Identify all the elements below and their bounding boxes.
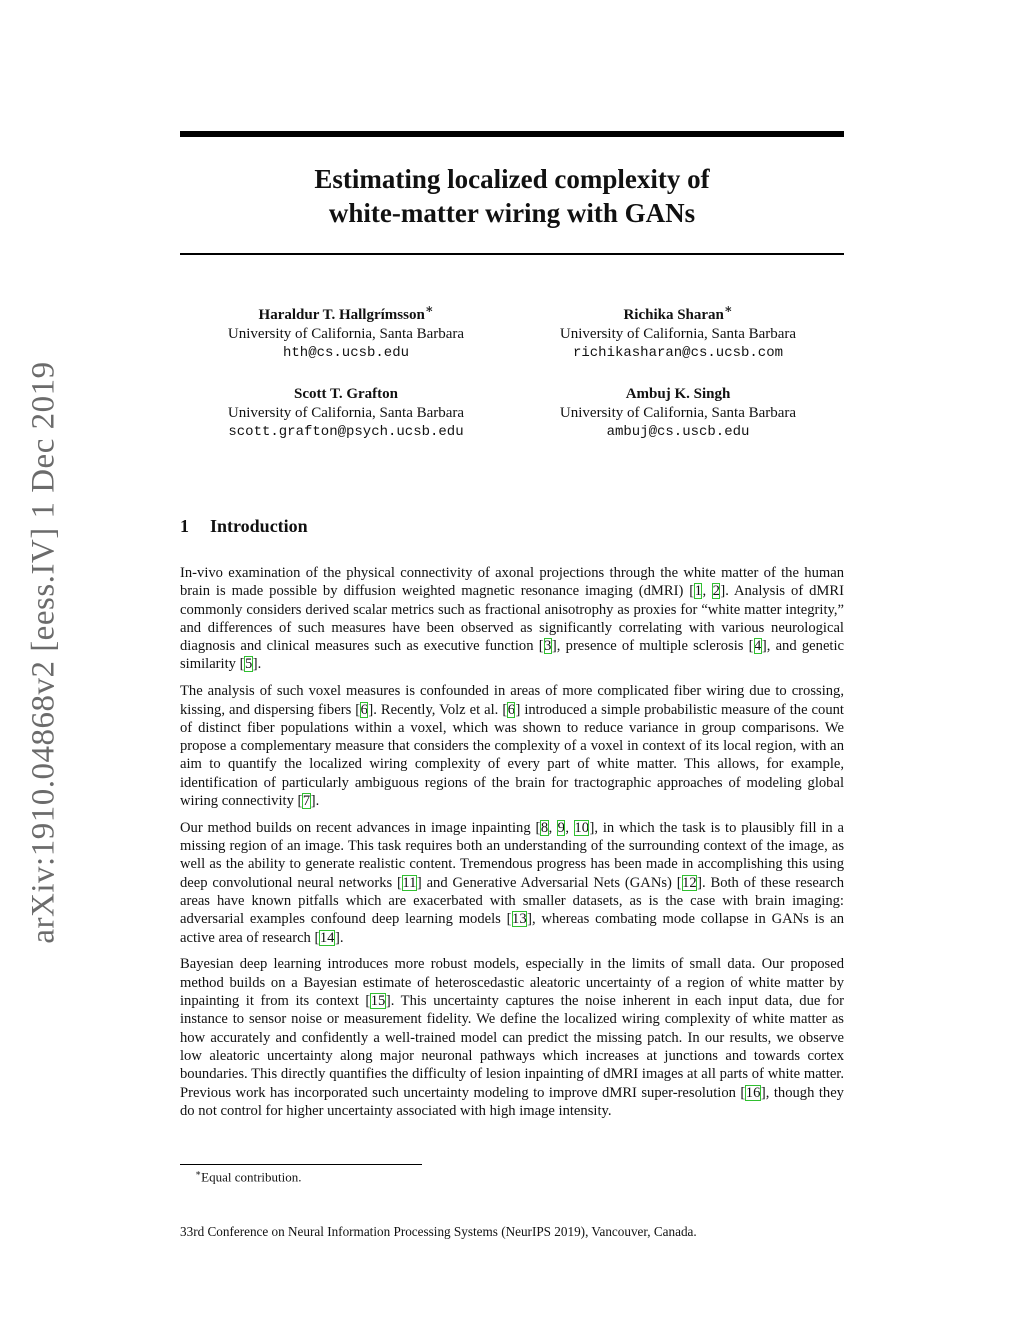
footnote-rule (180, 1164, 422, 1165)
citation-link[interactable]: 11 (402, 874, 417, 891)
paragraph-text: ], and genetic similarity [ (180, 638, 845, 673)
citation-link[interactable]: 4 (754, 638, 762, 655)
paragraph-1 (180, 564, 844, 674)
paragraph-text: ], in which the task is to plausibly fill in a missing region of an image. This task requires both an understanding of the surrounding context of the image, as well as the ability to generate realistic content. Tremendous progress has been made in accomplishing this using deep convolutional neural networks [ (180, 819, 845, 891)
citation-link[interactable]: 5 (244, 656, 253, 673)
author-affiliation: University of California, Santa Barbara (227, 326, 465, 342)
paper-title (180, 162, 844, 230)
author-email[interactable]: scott.grafton@psych.ucsb.edu (228, 424, 464, 440)
title-line-1: Estimating localized complexity of (314, 164, 710, 194)
author-name: Scott T. Grafton (293, 386, 399, 402)
section-heading (180, 516, 308, 537)
title-line-2: white-matter wiring with GANs (328, 198, 696, 228)
author-name: Haraldur T. Hallgrímsson (258, 307, 425, 323)
author-affiliation: University of California, Santa Barbara (227, 405, 465, 421)
paragraph-text: The analysis of such voxel measures is confounded in areas of more complicated fiber wiring due to crossing, kissing, and dispersing fibers [ (180, 683, 844, 718)
paragraph-text: ]. This uncertainty captures the noise inherent in each input data, due for instance to sensor noise or measurement fidelity. We define the localized wiring complexity of white matter as how accurately and confidently a well-trained model can predict the missing patch. In our results, we observe low aleatoric uncertainty along major neuronal pathways which increases at junctions and towards cortex boundaries. This directly quantifies the difficulty of lesion inpainting of dMRI images at all parts of white matter. Previous work has incorporated such uncertainty modeling to improve dMRI super-resolution [ (180, 993, 844, 1101)
footnote (180, 1168, 595, 1185)
author-email[interactable]: hth@cs.ucsb.edu (282, 345, 410, 361)
citation-link[interactable]: 8 (540, 819, 549, 836)
citation-link[interactable]: 1 (694, 583, 702, 600)
citation-link[interactable]: 10 (574, 819, 589, 836)
footnote-mark: ∗ (195, 1168, 202, 1178)
citation-link[interactable]: 7 (302, 793, 311, 810)
citation-link[interactable]: 13 (512, 911, 527, 928)
author-2 (512, 300, 844, 363)
paragraph-text: ]. Recently, Volz et al. [ (368, 701, 508, 718)
section-number: 1 (180, 516, 189, 536)
paragraph-text: ] and Generative Adversarial Nets (GANs) [ (416, 874, 682, 891)
citation-link[interactable]: 12 (682, 874, 697, 891)
author-email[interactable]: ambuj@cs.uscb.edu (606, 424, 750, 440)
author-name: Ambuj K. Singh (625, 386, 731, 402)
paragraph-text: ]. (310, 793, 320, 810)
section-title: Introduction (210, 516, 308, 536)
author-1 (180, 300, 512, 363)
paragraph-text: In-vivo examination of the physical connectivity of axonal projections through the white matter of the human brain is made possible by diffusion weighted magnetic resonance imaging (dMRI) [ (180, 565, 844, 600)
venue-footer: 33rd Conference on Neural Information Processing Systems (NeurIPS 2019), Vancouver, Canada. (180, 1224, 697, 1239)
footnote-text: Equal contribution. (201, 1169, 302, 1185)
paragraph-text: Our method builds on recent advances in image inpainting [ (180, 819, 541, 836)
paragraph-text: ]. (252, 656, 262, 673)
author-3 (180, 385, 512, 442)
equal-contribution-mark: ∗ (424, 302, 434, 316)
paragraph-3 (180, 819, 844, 947)
section-body (180, 564, 844, 1129)
paragraph-text: ]. (334, 929, 344, 946)
author-name: Richika Sharan (623, 307, 724, 323)
author-email[interactable]: richikasharan@cs.ucsb.com (572, 345, 784, 361)
paragraph-2 (180, 682, 844, 810)
paragraph-text: ], though they do not control for higher uncertainty associated with high image intensity. (180, 1084, 844, 1119)
paragraph-4 (180, 955, 844, 1120)
citation-link[interactable]: 9 (557, 819, 565, 836)
paragraph-text: ]. Analysis of dMRI commonly considers derived scalar metrics such as fractional anisotrophy as proxies for “white matter integrity,” and differences of such measures have been observed as significantly correlating with various neurological diagnosis and clinical measures such as executive function [ (180, 583, 844, 655)
author-affiliation: University of California, Santa Barbara (559, 326, 797, 342)
paragraph-text: Bayesian deep learning introduces more robust models, especially in the limits of small data. Our proposed method builds on a Bayesian estimate of heteroscedastic aleatoric uncertainty of a region of white matter by inpainting it from its context [ (180, 956, 844, 1010)
arxiv-sidebar (22, 360, 66, 945)
author-4 (512, 385, 844, 442)
paragraph-text: ], whereas combating mode collapse in GANs is an active area of research [ (180, 911, 845, 946)
title-bottom-rule (180, 253, 844, 255)
citation-link[interactable]: 6 (360, 701, 368, 718)
paragraph-text: , (702, 583, 713, 600)
citation-link[interactable]: 2 (712, 583, 720, 600)
paragraph-text: ] introduced a simple probabilistic measure of the count of distinct fiber populations within a voxel, which was shown to reduce variance in group comparisons. We propose a complementary measure that considers the complexity of a voxel in context of its local region, with an aim to quantify the localized wiring complexity of every part of white matter. This allows, for example, identification of particularly ambiguous regions of the brain for tractographic approaches of modeling global wiring connectivity [ (180, 701, 844, 810)
equal-contribution-mark: ∗ (723, 302, 733, 316)
paragraph-text: ], presence of multiple sclerosis [ (551, 638, 754, 655)
author-affiliation: University of California, Santa Barbara (559, 405, 797, 421)
paragraph-text: , (548, 819, 558, 836)
citation-link[interactable]: 6 (507, 701, 515, 718)
citation-link[interactable]: 15 (370, 993, 386, 1010)
arxiv-identifier: arXiv:1910.04868v2 [eess.IV] 1 Dec 2019 (25, 361, 62, 944)
citation-link[interactable]: 16 (745, 1084, 761, 1101)
paragraph-text: , (565, 819, 574, 836)
paragraph-text: ]. Both of these research areas have known pitfalls which are exacerbated with smaller datasets, as is the case with brain imaging: adversarial examples confound deep learning models [ (180, 874, 845, 928)
title-top-rule (180, 131, 844, 137)
citation-link[interactable]: 14 (319, 929, 335, 946)
citation-link[interactable]: 3 (544, 638, 552, 655)
